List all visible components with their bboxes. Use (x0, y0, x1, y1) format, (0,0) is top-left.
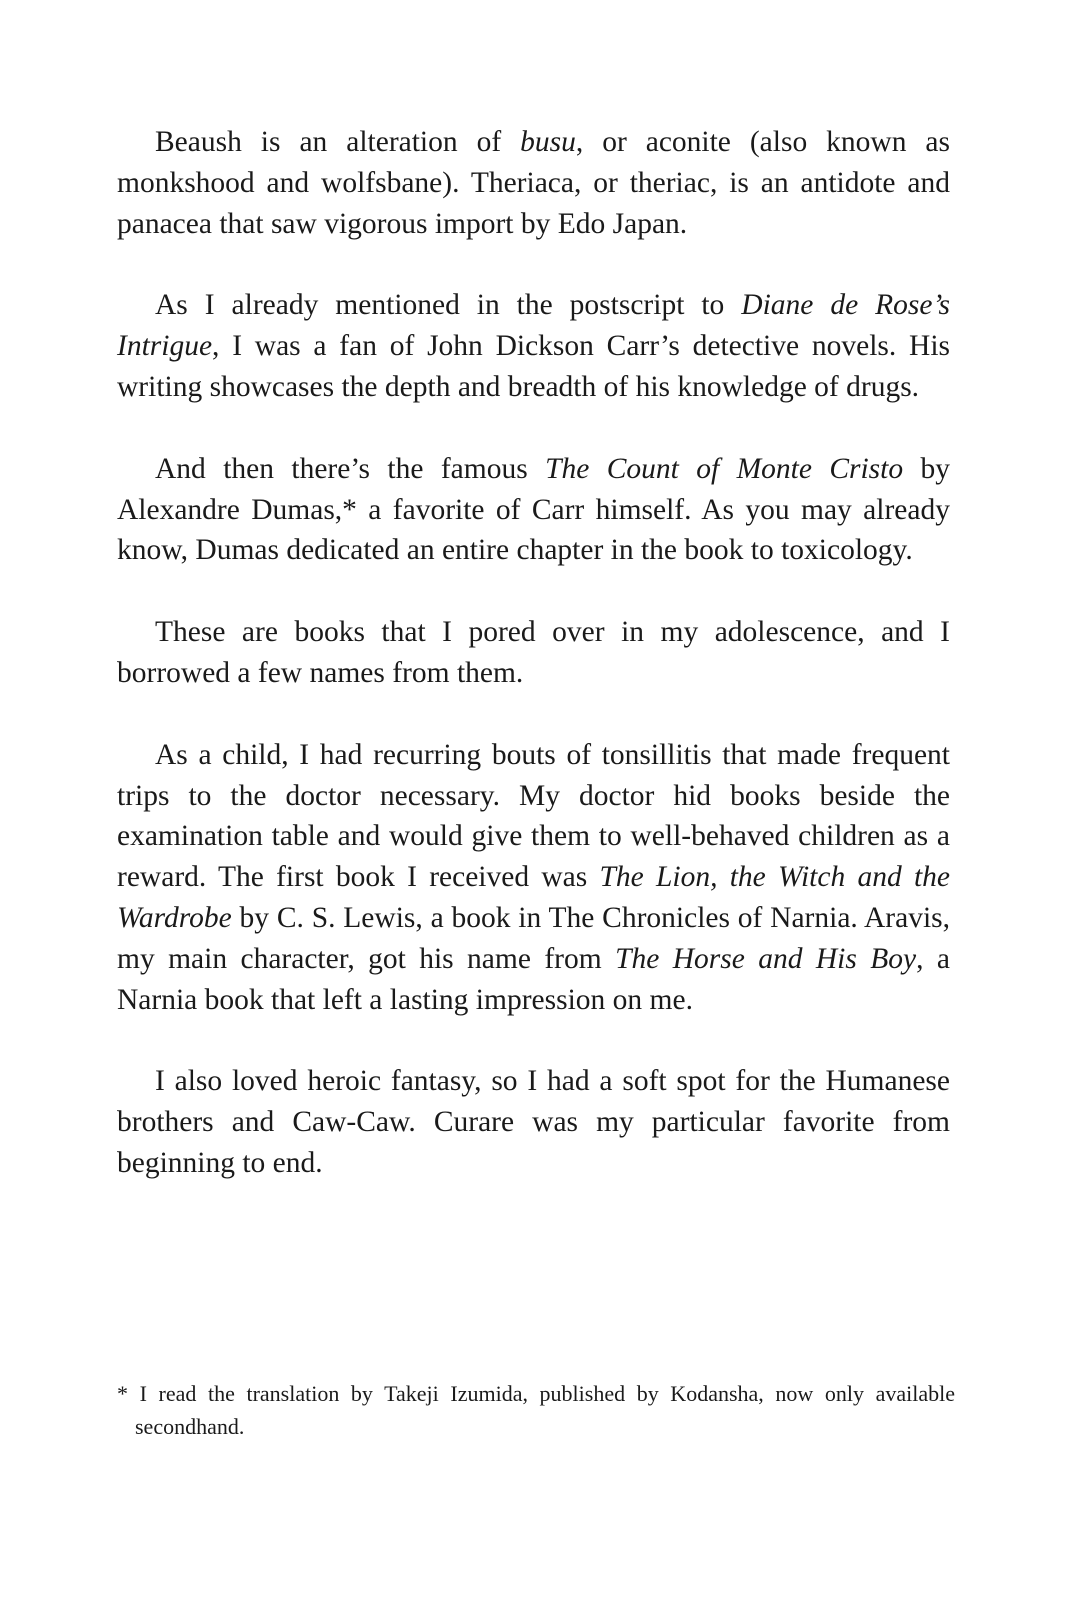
text-segment: As I already mentioned in the postscript to (155, 289, 742, 322)
book-title: The Count of Monte Cristo (545, 452, 904, 485)
footnote: * I read the translation by Takeji Izumida, published by Kodansha, now only available secondhand. (117, 1381, 955, 1439)
book-title: Diane de Rose’s Intrigue (117, 289, 950, 363)
paragraph-aconite (117, 122, 950, 244)
text-segment: These are books that I pored over in my adolescence, and I borrowed a few names from them. (117, 616, 950, 689)
text-segment: Beaush is an alteration of (155, 126, 521, 158)
paragraph-dumas (117, 449, 950, 571)
book-title: The Lion, the Witch and the Wardrobe (117, 861, 950, 934)
text-segment: by C. S. Lewis, a book in The Chronicles of Narnia. Aravis, my main character, got his name from (117, 901, 950, 975)
body-text (117, 122, 950, 1225)
paragraph-fantasy (117, 1061, 950, 1183)
text-segment: As a child, I had recurring bouts of tonsillitis that made frequent trips to the doctor necessary. My doctor hid books beside the examination table and would give them to well-behaved children as a reward. The first book I received was (117, 738, 950, 894)
text-segment: I also loved heroic fantasy, so I had a soft spot for the Humanese brothers and Caw-Caw. Curare was my particular favorite from beginning to end. (117, 1065, 950, 1179)
text-segment: And then there’s the famous (155, 452, 546, 485)
paragraph-carr (117, 285, 950, 407)
paragraph-adolescence (117, 612, 950, 694)
text-segment: , or aconite (also known as monkshood and wolfsbane). Theriaca, or theriac, is an antidote and panacea that saw vigorous import by Edo Japan. (117, 126, 950, 240)
paragraph-narnia (117, 735, 950, 1021)
text-segment: , I was a fan of John Dickson Carr’s detective novels. His writing showcases the depth and breadth of his knowledge of drugs. (117, 330, 950, 403)
text-segment: , a Narnia book that left a lasting impression on me. (117, 942, 950, 1016)
text-segment: by Alexandre Dumas,* a favorite of Carr himself. As you may already know, Dumas dedicated an entire chapter in the book to toxicology. (117, 452, 950, 567)
book-title: The Horse and His Boy (615, 942, 917, 975)
italic-term: busu (520, 126, 576, 158)
